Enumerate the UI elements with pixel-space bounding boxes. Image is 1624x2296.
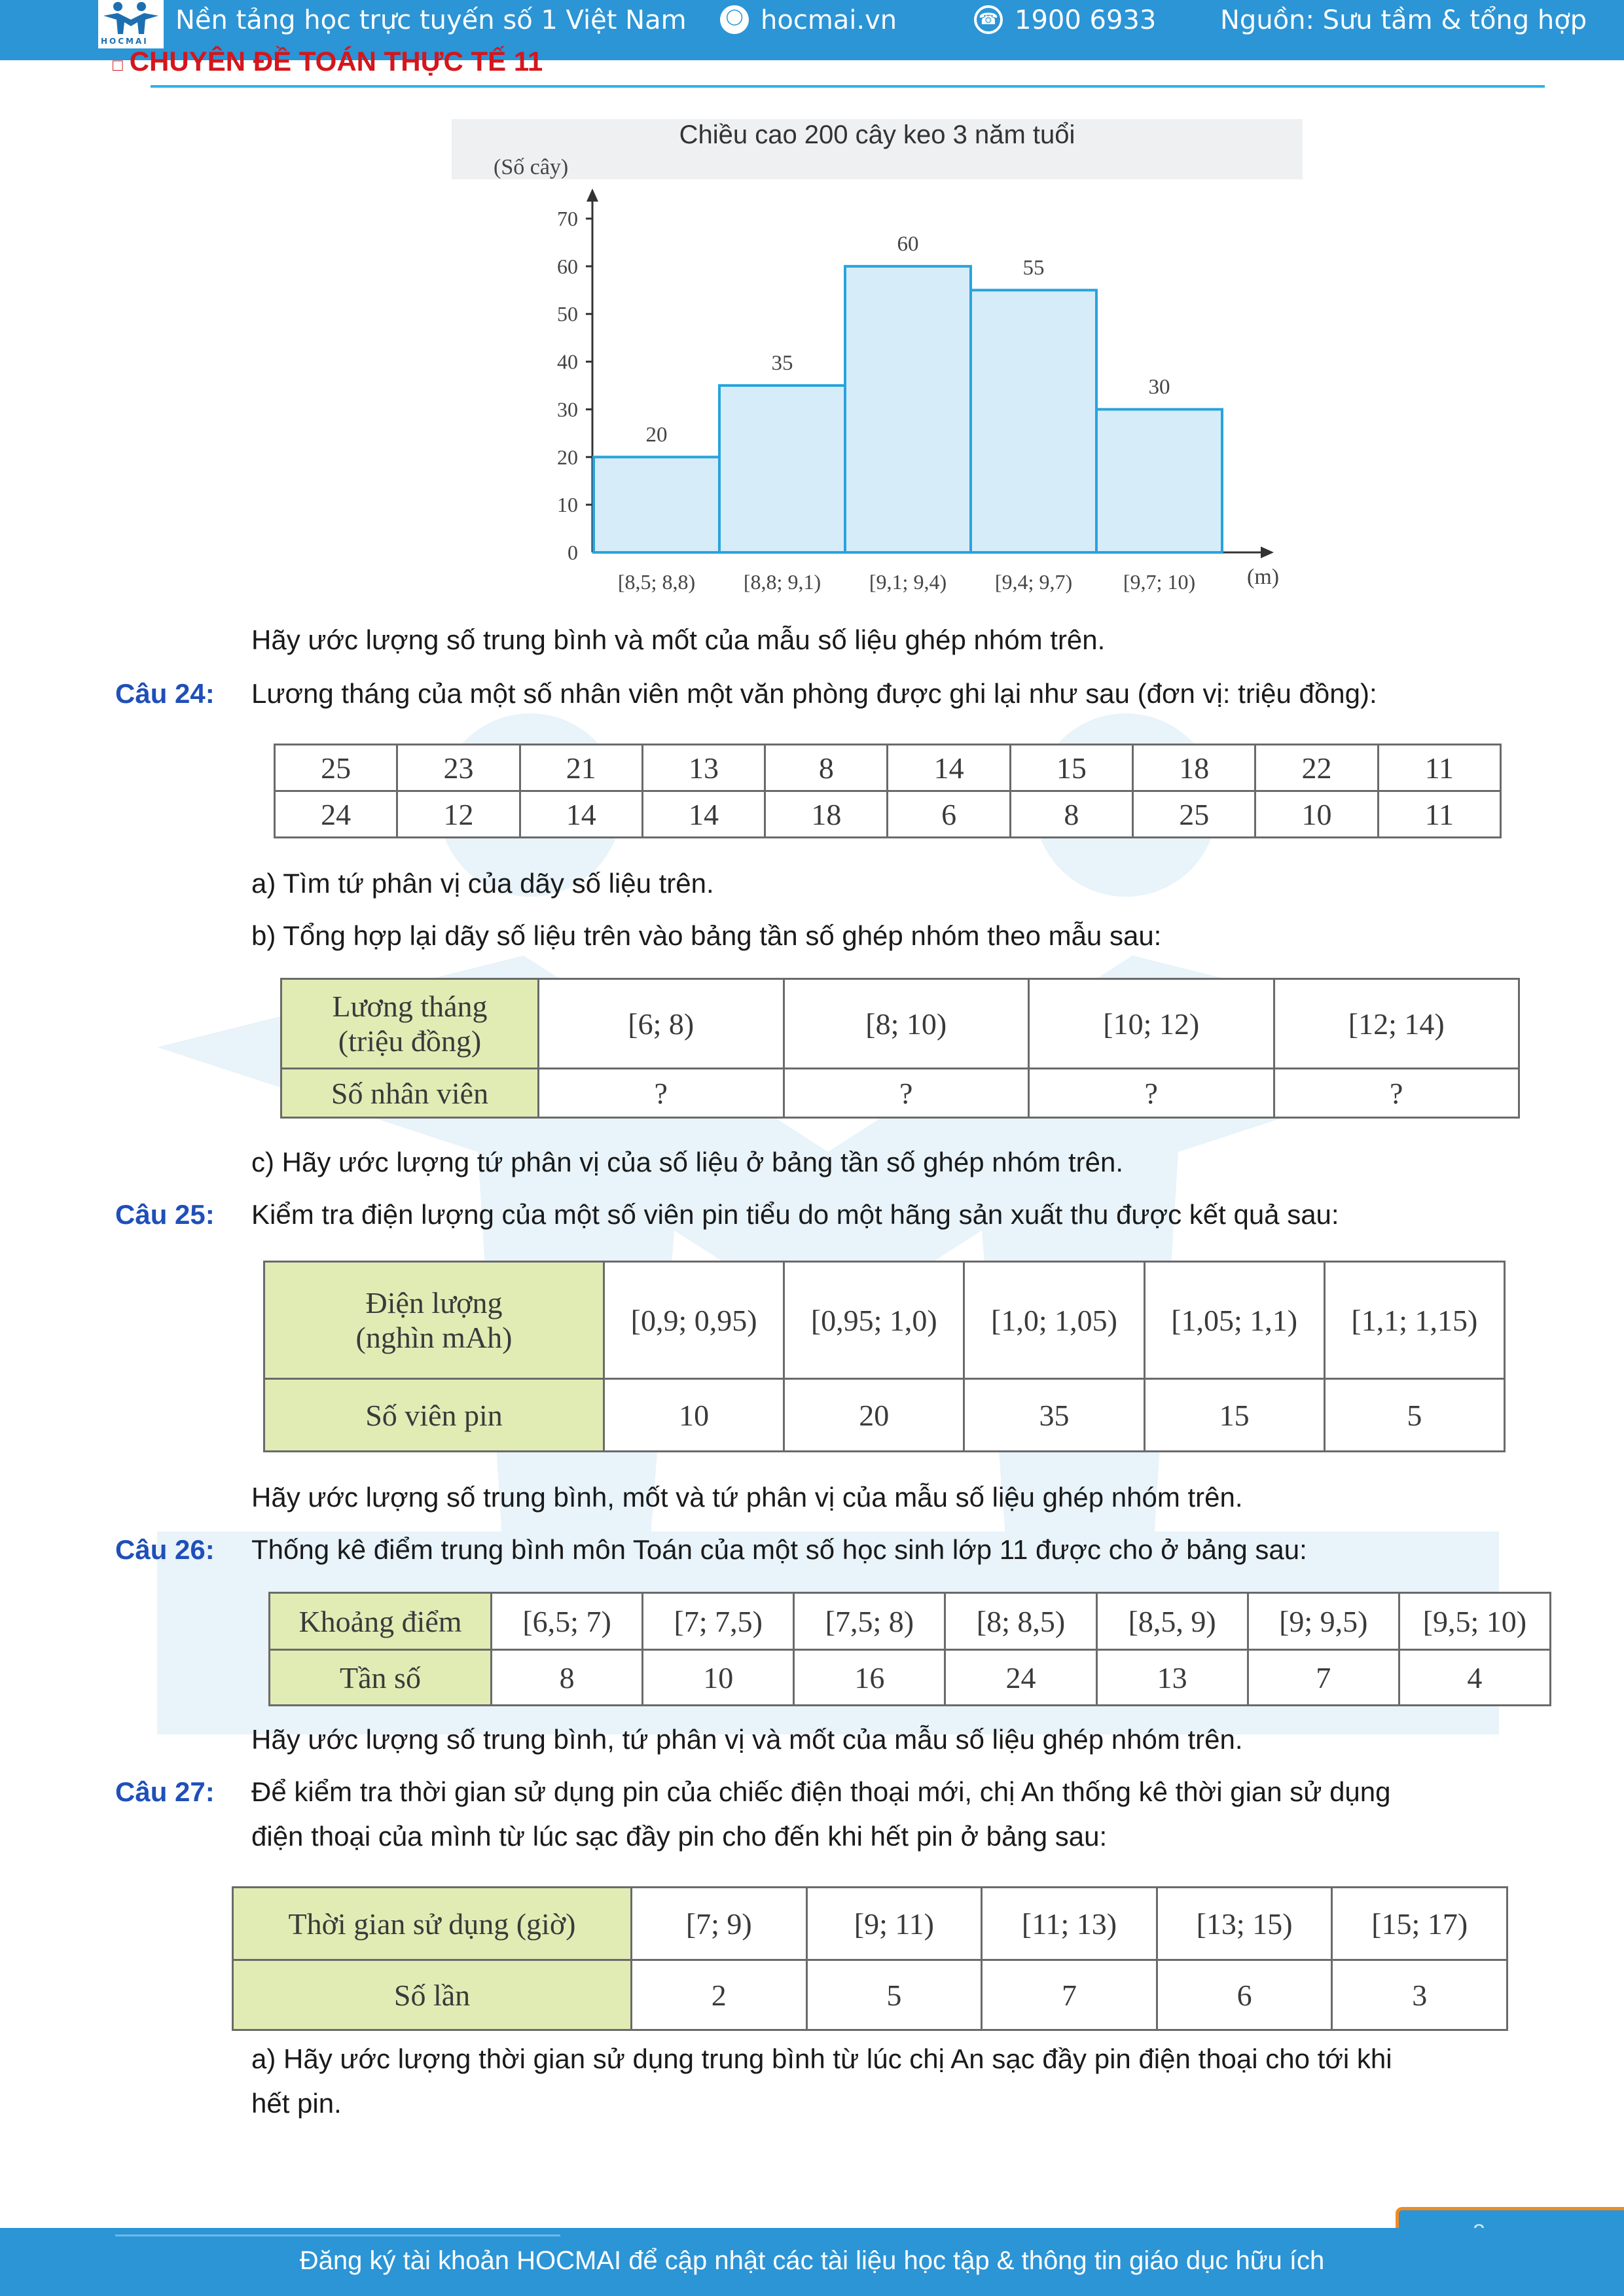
table-cell: 14 <box>520 791 642 838</box>
footer-text: Đăng ký tài khoản HOCMAI để cập nhật các tài liệu học tập & thông tin giáo dục hữu ích <box>299 2246 1325 2275</box>
row-label-cell: Số nhân viên <box>281 1069 539 1118</box>
interval-cell: [12; 14) <box>1274 979 1519 1069</box>
subtitle-text: CHUYÊN ĐỀ TOÁN THỰC TẾ 11 <box>129 46 543 77</box>
interval-cell: [9; 9,5) <box>1248 1593 1399 1650</box>
row-label-cell: Tần số <box>270 1650 492 1706</box>
phone-text: 1900 6933 <box>1015 5 1157 35</box>
q24-text: Lương tháng của một số nhân viên một văn phòng được ghi lại như sau (đơn vị: triệu đồng): <box>251 678 1377 709</box>
x-axis-label: (m) <box>1247 565 1280 589</box>
value-cell: 10 <box>643 1650 794 1706</box>
histogram-bar <box>719 386 845 552</box>
value-cell: 24 <box>945 1650 1096 1706</box>
chart-bars <box>594 232 1222 594</box>
q24-frequency-table <box>280 978 1520 1119</box>
q25-label: Câu 25: <box>115 1199 215 1230</box>
histogram-bar <box>1096 409 1222 552</box>
header-cell: Khoảng điểm <box>270 1593 492 1650</box>
value-cell: 20 <box>784 1379 964 1452</box>
interval-cell: [8; 10) <box>784 979 1029 1069</box>
value-cell: ? <box>539 1069 784 1118</box>
header-tagline: Nền tảng học trực tuyến số 1 Việt Nam <box>175 5 687 35</box>
q26-table <box>268 1592 1551 1706</box>
interval-cell: [7; 7,5) <box>643 1593 794 1650</box>
value-cell: ? <box>1029 1069 1274 1118</box>
table-cell: 23 <box>397 745 520 791</box>
document-subtitle <box>113 46 543 77</box>
interval-cell: [0,9; 0,95) <box>604 1262 784 1379</box>
table-row <box>275 791 1501 838</box>
histogram-bar <box>971 290 1096 552</box>
table-cell: 8 <box>765 745 888 791</box>
interval-cell: [1,0; 1,05) <box>964 1262 1144 1379</box>
interval-cell: [6; 8) <box>539 979 784 1069</box>
q27-part-a-line1: a) Hãy ước lượng thời gian sử dụng trung bình từ lúc chị An sạc đầy pin điện thoại cho tới khi <box>251 2043 1392 2074</box>
value-cell: 13 <box>1096 1650 1248 1706</box>
table-cell: 22 <box>1255 745 1378 791</box>
interval-cell: [8,5, 9) <box>1096 1593 1248 1650</box>
q24-part-c: c) Hãy ước lượng tứ phân vị của số liệu ở bảng tần số ghép nhóm trên. <box>251 1147 1124 1177</box>
footer-rule <box>115 2234 560 2236</box>
histogram-bar <box>594 457 719 552</box>
value-cell: 35 <box>964 1379 1144 1452</box>
table-row <box>275 745 1501 791</box>
x-category-label: [9,1; 9,4) <box>869 570 947 594</box>
value-cell: 4 <box>1399 1650 1550 1706</box>
table-cell: 15 <box>1010 745 1132 791</box>
interval-cell: [10; 12) <box>1029 979 1274 1069</box>
table-cell: 11 <box>1378 745 1500 791</box>
y-tick-label: 30 <box>557 397 578 422</box>
bar-data-label: 35 <box>771 351 793 375</box>
q27-text-line1: Để kiểm tra thời gian sử dụng pin của chiếc điện thoại mới, chị An thống kê thời gian sử dụng <box>251 1776 1391 1807</box>
q24-label: Câu 24: <box>115 678 215 709</box>
table-cell: 14 <box>642 791 765 838</box>
table-cell: 8 <box>1010 791 1132 838</box>
interval-cell: [8; 8,5) <box>945 1593 1096 1650</box>
value-cell: 6 <box>1157 1960 1332 2030</box>
y-tick-label: 20 <box>557 445 578 469</box>
q26-text: Thống kê điểm trung bình môn Toán của một số học sinh lớp 11 được cho ở bảng sau: <box>251 1534 1307 1565</box>
histogram-bar <box>845 266 971 552</box>
value-cell: 16 <box>794 1650 945 1706</box>
table-header-row <box>264 1262 1505 1379</box>
interval-cell: [13; 15) <box>1157 1888 1332 1960</box>
y-tick-label: 40 <box>557 350 578 374</box>
table-header-row <box>233 1888 1507 1960</box>
interval-cell: [15; 17) <box>1332 1888 1507 1960</box>
value-cell: 5 <box>1324 1379 1504 1452</box>
row-label-cell: Số lần <box>233 1960 632 2030</box>
header-cell: Lương tháng (triệu đồng) <box>281 979 539 1069</box>
logo-text: HOCMAI <box>101 37 149 46</box>
q27-label: Câu 27: <box>115 1776 215 1807</box>
value-cell: 7 <box>982 1960 1157 2030</box>
q26-question: Hãy ước lượng số trung bình, tứ phân vị và mốt của mẫu số liệu ghép nhóm trên. <box>251 1724 1243 1755</box>
q26-label: Câu 26: <box>115 1534 215 1565</box>
q25-table <box>263 1261 1506 1452</box>
table-cell: 18 <box>1133 745 1255 791</box>
x-category-label: [9,7; 10) <box>1123 570 1196 594</box>
interval-cell: [11; 13) <box>982 1888 1157 1960</box>
header-source: Nguồn: Sưu tầm & tổng hợp <box>1220 5 1587 35</box>
x-category-label: [8,5; 8,8) <box>617 570 696 594</box>
histogram-chart <box>452 119 1303 603</box>
q25-question: Hãy ước lượng số trung bình, mốt và tứ phân vị của mẫu số liệu ghép nhóm trên. <box>251 1482 1243 1513</box>
value-cell: 5 <box>806 1960 982 2030</box>
bar-data-label: 60 <box>897 232 919 256</box>
value-cell: 3 <box>1332 1960 1507 2030</box>
value-cell: ? <box>1274 1069 1519 1118</box>
header-phone[interactable] <box>974 0 1156 41</box>
row-label-cell: Số viên pin <box>264 1379 604 1452</box>
interval-cell: [7,5; 8) <box>794 1593 945 1650</box>
value-cell: ? <box>784 1069 1029 1118</box>
table-cell: 12 <box>397 791 520 838</box>
q24-part-a: a) Tìm tứ phân vị của dãy số liệu trên. <box>251 868 714 899</box>
value-cell: 10 <box>604 1379 784 1452</box>
table-cell: 11 <box>1378 791 1500 838</box>
q24-part-b: b) Tổng hợp lại dãy số liệu trên vào bảng tần số ghép nhóm theo mẫu sau: <box>251 920 1162 951</box>
table-cell: 25 <box>275 745 397 791</box>
globe-icon: ◯ <box>720 5 749 34</box>
phone-icon: ☎ <box>974 5 1003 34</box>
hocmai-logo-icon <box>98 0 164 37</box>
y-axis-arrow-icon <box>586 188 598 202</box>
table-cell: 21 <box>520 745 642 791</box>
bar-data-label: 20 <box>645 423 668 447</box>
y-tick-label: 50 <box>557 302 578 326</box>
interval-cell: [0,95; 1,0) <box>784 1262 964 1379</box>
value-cell: 8 <box>492 1650 643 1706</box>
bar-data-label: 30 <box>1148 375 1170 399</box>
y-tick-label: 0 <box>568 541 578 564</box>
table-cell: 25 <box>1133 791 1255 838</box>
table-cell: 13 <box>642 745 765 791</box>
table-cell: 24 <box>275 791 397 838</box>
y-axis-label: (Số cây) <box>494 155 569 179</box>
value-cell: 7 <box>1248 1650 1399 1706</box>
table-cell: 6 <box>888 791 1010 838</box>
value-cell: 2 <box>632 1960 807 2030</box>
x-category-label: [8,8; 9,1) <box>743 570 821 594</box>
y-tick-label: 70 <box>557 207 578 230</box>
table-header-row <box>281 979 1519 1069</box>
interval-cell: [1,1; 1,15) <box>1324 1262 1504 1379</box>
value-cell: 15 <box>1144 1379 1324 1452</box>
interval-cell: [1,05; 1,1) <box>1144 1262 1324 1379</box>
y-tick-label: 10 <box>557 493 578 517</box>
q23-question-text: Hãy ước lượng số trung bình và mốt của mẫu số liệu ghép nhóm trên. <box>251 624 1106 655</box>
q27-table <box>232 1886 1508 2031</box>
header-rule <box>151 85 1545 88</box>
table-row <box>233 1960 1507 2030</box>
interval-cell: [9,5; 10) <box>1399 1593 1550 1650</box>
header-website[interactable] <box>720 0 897 41</box>
interval-cell: [7; 9) <box>632 1888 807 1960</box>
table-row <box>281 1069 1519 1118</box>
table-cell: 14 <box>888 745 1010 791</box>
interval-cell: [9; 11) <box>806 1888 982 1960</box>
q27-text-line2: điện thoại của mình từ lúc sạc đầy pin cho đến khi hết pin ở bảng sau: <box>251 1821 1108 1852</box>
table-row <box>264 1379 1505 1452</box>
header-cell: Điện lượng (nghìn mAh) <box>264 1262 604 1379</box>
header-cell: Thời gian sử dụng (giờ) <box>233 1888 632 1960</box>
website-text: hocmai.vn <box>761 5 897 35</box>
x-category-label: [9,4; 9,7) <box>994 570 1073 594</box>
table-row <box>270 1650 1551 1706</box>
y-tick-label: 60 <box>557 254 578 278</box>
q27-part-a-line2: hết pin. <box>251 2088 342 2119</box>
table-header-row <box>270 1593 1551 1650</box>
table-cell: 10 <box>1255 791 1378 838</box>
x-axis-arrow-icon <box>1261 547 1274 558</box>
chart-title: Chiều cao 200 cây keo 3 năm tuổi <box>679 120 1075 149</box>
bar-data-label: 55 <box>1022 256 1045 280</box>
chart-svg <box>452 119 1303 603</box>
checkbox-icon: □ <box>113 55 123 75</box>
q24-data-table <box>274 744 1502 838</box>
table-cell: 18 <box>765 791 888 838</box>
q25-text: Kiểm tra điện lượng của một số viên pin tiểu do một hãng sản xuất thu được kết quả sau: <box>251 1199 1339 1230</box>
interval-cell: [6,5; 7) <box>492 1593 643 1650</box>
